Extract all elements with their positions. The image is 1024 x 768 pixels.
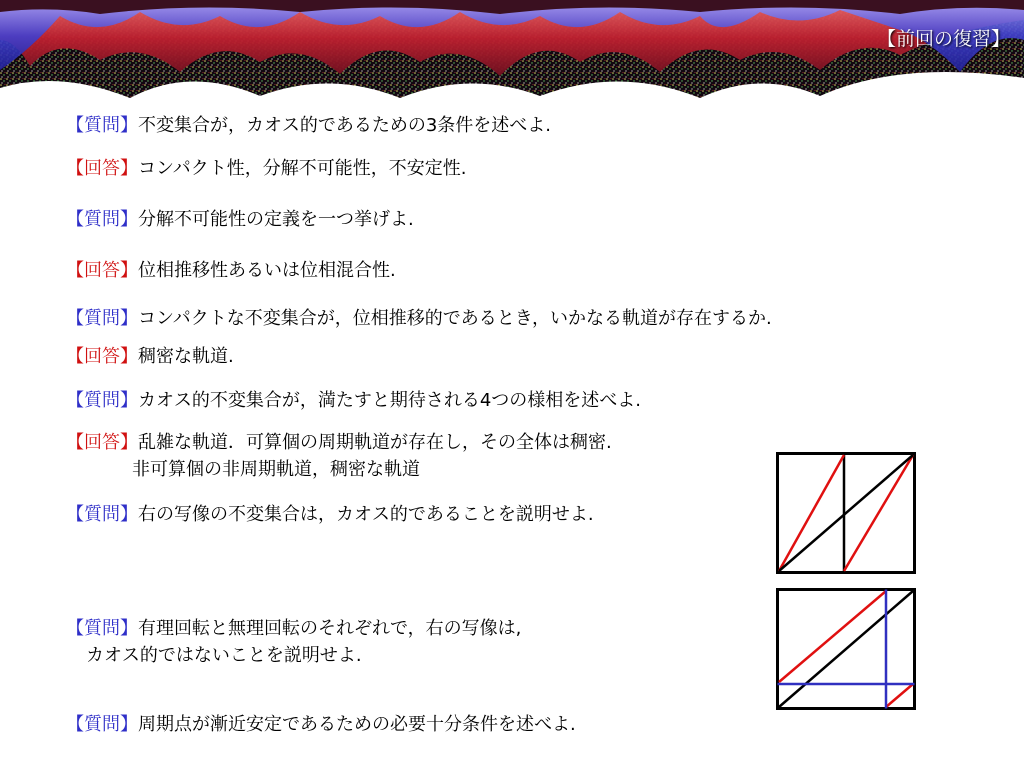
- map-diagram-bottom: [776, 588, 916, 710]
- question-item: [66, 713, 576, 737]
- answer-item: [66, 259, 396, 283]
- question-continuation-text: カオス的ではないことを説明せよ.: [86, 645, 362, 666]
- question-text: 右の写像の不変集合は，カオス的であることを説明せよ.: [138, 504, 594, 525]
- answer-tag: 【回答】: [66, 260, 138, 281]
- question-item: [66, 114, 551, 138]
- question-tag: 【質問】: [66, 390, 138, 411]
- question-tag: 【質問】: [66, 115, 138, 136]
- answer-text: 乱雑な軌道．可算個の周期軌道が存在し，その全体は稠密.: [138, 432, 612, 453]
- answer-tag: 【回答】: [66, 346, 138, 367]
- question-text: 有理回転と無理回転のそれぞれで，右の写像は,: [138, 618, 522, 639]
- answer-item: [66, 431, 612, 455]
- question-tag: 【質問】: [66, 504, 138, 525]
- answer-item: [66, 345, 234, 369]
- answer-item: [66, 157, 466, 181]
- decorative-banner: [0, 0, 1024, 100]
- answer-tag: 【回答】: [66, 432, 138, 453]
- answer-continuation-text: 非可算個の非周期軌道，稠密な軌道: [132, 459, 420, 480]
- question-text: コンパクトな不変集合が，位相推移的であるとき，いかなる軌道が存在するか.: [138, 308, 772, 329]
- question-text: 不変集合が，カオス的であるための3条件を述べよ.: [138, 115, 551, 136]
- question-tag: 【質問】: [66, 714, 138, 735]
- slide-title: 【前回の復習】: [876, 28, 1010, 50]
- answer-tag: 【回答】: [66, 158, 138, 179]
- answer-text: 稠密な軌道.: [138, 346, 234, 367]
- question-tag: 【質問】: [66, 618, 138, 639]
- answer-text: コンパクト性，分解不可能性，不安定性.: [138, 158, 467, 179]
- question-text: 周期点が漸近安定であるための必要十分条件を述べよ.: [138, 714, 576, 735]
- question-item: [66, 503, 594, 527]
- map-diagram-top: [776, 452, 916, 574]
- question-tag: 【質問】: [66, 308, 138, 329]
- answer-text: 位相推移性あるいは位相混合性.: [138, 260, 396, 281]
- question-item: [66, 617, 521, 641]
- question-tag: 【質問】: [66, 209, 138, 230]
- question-text: 分解不可能性の定義を一つ挙げよ.: [138, 209, 414, 230]
- question-text: カオス的不変集合が，満たすと期待される4つの様相を述べよ.: [138, 390, 641, 411]
- question-item: [66, 389, 641, 413]
- question-item: [66, 307, 772, 331]
- question-item: [66, 208, 414, 232]
